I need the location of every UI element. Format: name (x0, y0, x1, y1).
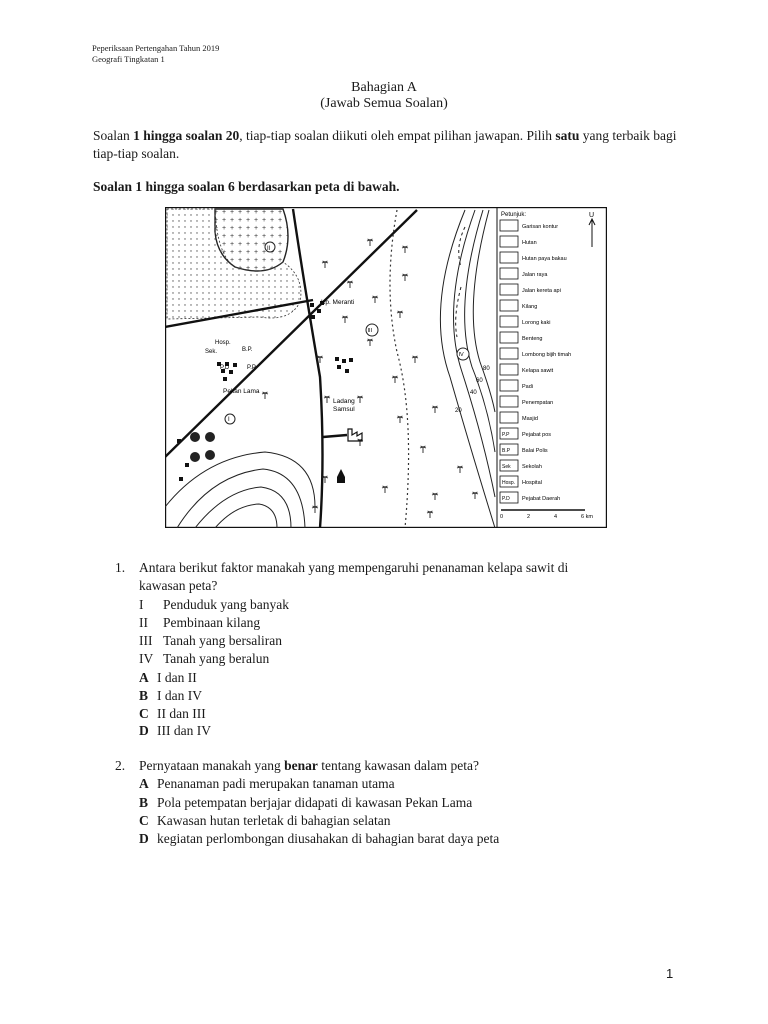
option-text: I dan IV (157, 688, 202, 703)
legend-label: Garisan kontur (522, 224, 559, 230)
statement-text: Tanah yang bersaliran (163, 633, 283, 648)
question-text-after: tentang kawasan dalam peta? (317, 758, 480, 773)
option-text: Pola petempatan berjajar didapati di kawasan Pekan Lama (157, 795, 473, 810)
legend-symbol (500, 252, 518, 263)
scale-label: 0 (500, 514, 504, 520)
option-c[interactable] (139, 812, 391, 830)
question-number: 2. (115, 758, 126, 773)
legend-symbol (500, 396, 518, 407)
scale-label: 6 km (581, 514, 593, 520)
legend-label: Balai Polis (522, 448, 548, 454)
topographic-map (165, 207, 607, 528)
legend-label: Pejabat Daerah (522, 496, 561, 502)
option-b[interactable] (139, 687, 202, 705)
contour-label-40: 40 (470, 390, 477, 396)
option-letter: A (139, 670, 149, 685)
option-a[interactable] (139, 775, 395, 793)
legend-symbol (500, 364, 518, 375)
instructions (93, 127, 693, 163)
instructions-part3: yang terbaik bagi tiap-tiap soalan. (93, 128, 677, 161)
area-label-i: I (228, 417, 230, 423)
legend-label: Padi (522, 384, 534, 390)
legend-label: Lombong bijih timah (522, 352, 572, 358)
option-text: I dan II (157, 670, 197, 685)
label-sek: Sek. (205, 349, 218, 355)
option-letter: A (139, 776, 149, 791)
option-text: Penanaman padi merupakan tanaman utama (157, 776, 395, 791)
legend-symbol (500, 412, 518, 423)
question-text-bold: benar (284, 758, 318, 773)
legend-label: Hospital (522, 480, 542, 486)
legend-symbol (500, 220, 518, 231)
map-intro: Soalan 1 hingga soalan 6 berdasarkan peta di bawah. (93, 179, 400, 194)
statement-i (139, 596, 289, 614)
option-text: III dan IV (157, 723, 211, 738)
question-1 (115, 559, 675, 739)
statement-ii (139, 614, 260, 632)
legend-label: Hutan paya bakau (522, 256, 567, 262)
legend-symbol (500, 348, 518, 359)
label-pekan-lama: Pekan Lama (223, 388, 260, 395)
legend-box-label: P.D (502, 496, 510, 502)
question-2 (115, 757, 675, 852)
legend-label: Jalan raya (522, 272, 548, 278)
statement-text: Penduduk yang banyak (163, 597, 289, 612)
instructions-part2: , tiap-tiap soalan diikuti oleh empat pilihan jawapan. Pilih (239, 128, 556, 143)
option-b[interactable] (139, 794, 472, 812)
option-d[interactable] (139, 722, 211, 740)
legend-symbol (500, 236, 518, 247)
section-subtitle: (Jawab Semua Soalan) (320, 96, 448, 111)
legend-title: Petunjuk: (501, 212, 527, 218)
page-number: 1 (666, 966, 674, 981)
option-d[interactable] (139, 830, 499, 848)
subject-header: Geografi Tingkatan 1 (92, 54, 165, 64)
contour-label-60: 60 (476, 378, 483, 384)
statement-text: Tanah yang beralun (163, 651, 270, 666)
legend-symbol (500, 316, 518, 327)
legend-symbol (500, 284, 518, 295)
option-a[interactable] (139, 669, 197, 687)
question-text (139, 757, 479, 775)
instructions-bold2: satu (555, 128, 580, 143)
option-letter: D (139, 723, 149, 738)
question-text-before: Pernyataan manakah yang (139, 758, 285, 773)
legend-label: Hutan (522, 240, 537, 246)
legend-label: Benteng (522, 336, 543, 342)
legend-label: Jalan kereta api (522, 288, 561, 294)
option-text: Kawasan hutan terletak di bahagian selatan (157, 813, 391, 828)
statement-iv (139, 650, 269, 668)
legend-label: Kilang (522, 304, 538, 310)
area-label-iii: III (367, 328, 373, 334)
question-text-line1: Antara berikut faktor manakah yang mempengaruhi penanaman kelapa sawit di (139, 560, 569, 575)
instructions-bold1: 1 hingga soalan 20 (133, 128, 240, 143)
statement-roman: II (139, 615, 148, 630)
label-pd: P.D (220, 365, 230, 371)
question-text-line2: kawasan peta? (139, 578, 218, 593)
legend-label: Lorong kaki (522, 320, 551, 326)
section-title: Bahagian A (351, 80, 417, 95)
statement-iii (139, 632, 282, 650)
option-letter: B (139, 795, 149, 810)
scale-label: 2 (527, 514, 531, 520)
north-label: U (589, 212, 595, 219)
option-letter: C (139, 813, 149, 828)
legend-symbol (500, 268, 518, 279)
instructions-part1: Soalan (93, 128, 134, 143)
question-number: 1. (115, 560, 126, 575)
label-pp: P.P (247, 365, 256, 371)
option-letter: B (139, 688, 149, 703)
area-label-ii: II (267, 246, 271, 252)
legend-box-label: P.P (502, 432, 510, 438)
legend-box-label: Sek (502, 464, 511, 470)
exam-header: Peperiksaan Pertengahan Tahun 2019 (92, 43, 220, 53)
scale-label: 4 (554, 514, 558, 520)
legend-box-label: Hosp. (502, 480, 516, 486)
legend-label: Masjid (522, 416, 538, 422)
label-hosp: Hosp. (215, 340, 231, 346)
area-label-iv: IV (458, 352, 464, 358)
legend-box-label: B.P (502, 448, 511, 454)
legend-label: Sekolah (522, 464, 542, 470)
legend-symbol (500, 332, 518, 343)
option-text: kegiatan perlombongan diusahakan di bahagian barat daya peta (157, 831, 500, 846)
legend-label: Penempatan (522, 400, 554, 406)
option-c[interactable] (139, 705, 206, 723)
contour-label-80: 80 (483, 366, 490, 372)
option-letter: D (139, 831, 149, 846)
statement-roman: IV (139, 651, 154, 666)
label-ladang-2: Samsul (333, 406, 355, 413)
legend-label: Pejabat pos (522, 432, 552, 438)
legend-symbol (500, 380, 518, 391)
forest-area (167, 209, 301, 319)
label-bp: B.P. (242, 347, 253, 353)
legend-symbol (500, 300, 518, 311)
statement-roman: III (139, 633, 153, 648)
label-kp-meranti: Kp. Meranti (321, 299, 355, 306)
option-letter: C (139, 706, 149, 721)
label-ladang-1: Ladang (333, 398, 355, 405)
option-text: II dan III (157, 706, 206, 721)
legend-label: Kelapa sawit (522, 368, 554, 374)
contour-label-20: 20 (455, 408, 462, 414)
statement-text: Pembinaan kilang (163, 615, 261, 630)
statement-roman: I (139, 597, 144, 612)
